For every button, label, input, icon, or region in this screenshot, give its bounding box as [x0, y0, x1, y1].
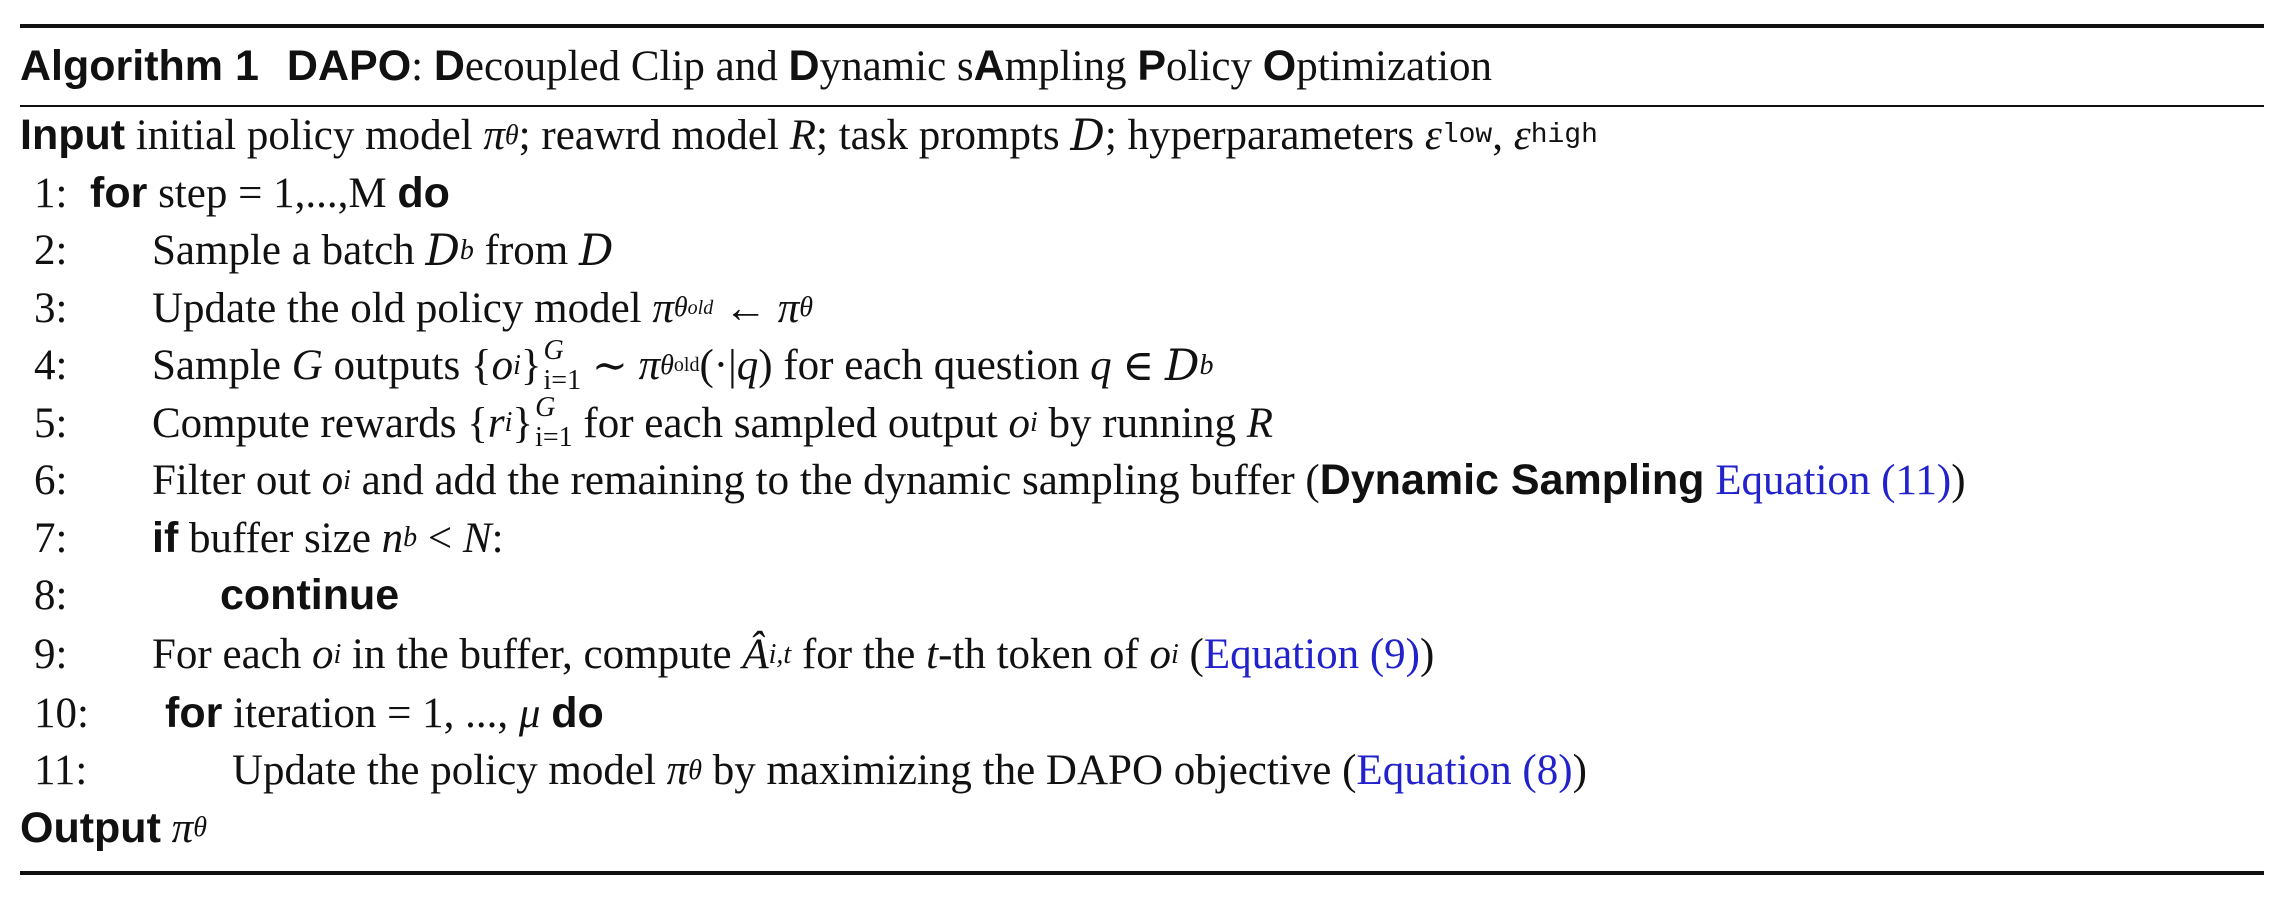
math-o: o: [1008, 399, 1030, 447]
math-dataset: D: [579, 225, 614, 276]
algorithm-block: [20, 24, 2264, 875]
math-g: G: [291, 342, 323, 390]
dynamic-sampling-label: Dynamic Sampling: [1319, 456, 1705, 505]
line-number: 6:: [34, 457, 68, 505]
math-theta: θ: [799, 292, 814, 324]
line-text: in the buffer, compute: [341, 631, 743, 678]
line-text: Compute rewards {: [152, 399, 488, 447]
math-a-hat: Â: [742, 631, 769, 678]
algo-line-10: [20, 685, 2264, 743]
math-sub-b: b: [1199, 349, 1214, 381]
title-word-decoupled: ecoupled Clip and: [464, 43, 789, 90]
line-text: for the: [791, 631, 927, 678]
math-in: ∈: [1111, 342, 1166, 390]
math-limits: [535, 393, 573, 453]
input-text-4: ; hyperparameters: [1104, 112, 1425, 160]
line-text: for each question: [772, 342, 1091, 390]
math-lt: <: [417, 514, 463, 562]
math-sub-b: b: [403, 522, 418, 554]
space: [1704, 456, 1715, 505]
line-text: for each sampled output: [572, 399, 1009, 447]
math-q: q: [736, 342, 759, 390]
math-close: ): [758, 342, 773, 390]
math-sub-it: i,t: [768, 638, 792, 670]
math-sub-i: i: [1170, 638, 1179, 670]
output-line: [20, 800, 2264, 858]
close-paren: ): [1419, 631, 1435, 678]
math-pi: π: [171, 804, 194, 852]
line-text: buffer size: [178, 514, 382, 562]
math-dataset: D: [1165, 340, 1200, 391]
title-letter-o: O: [1262, 42, 1297, 90]
loop-text: iteration = 1, ...,: [222, 689, 519, 737]
algo-line-8: [20, 567, 2264, 625]
math-n-cap: N: [462, 514, 492, 562]
math-old: old: [687, 296, 714, 319]
algo-line-7: [20, 510, 2264, 568]
algorithm-label: Algorithm 1: [20, 42, 259, 90]
title-letter-d2: D: [788, 42, 820, 90]
line-text: by running: [1037, 399, 1247, 447]
algo-line-11: [20, 742, 2264, 800]
math-o: o: [491, 342, 514, 390]
line-text: by maximizing the DAPO objective (: [701, 747, 1357, 795]
line-number: 7:: [34, 514, 68, 562]
line-number: 3:: [34, 284, 68, 332]
line-text: For each: [152, 631, 312, 678]
math-limits: [544, 336, 582, 396]
line-text: outputs {: [322, 342, 492, 390]
math-o: o: [1149, 631, 1171, 678]
math-arrow: ←: [713, 284, 778, 332]
line-number: 11:: [34, 747, 88, 795]
input-text-1: initial policy model: [125, 112, 484, 160]
math-sub-range: i=1: [535, 422, 573, 454]
title-word-policy: olicy: [1166, 43, 1263, 90]
line-text: from: [473, 227, 580, 275]
input-keyword: Input: [20, 111, 126, 160]
math-t: t: [926, 631, 939, 678]
title-letter-d1: D: [433, 42, 465, 90]
title-word-optimization: ptimization: [1296, 43, 1493, 90]
bottom-spacing: [20, 857, 2264, 871]
math-paren: (·|: [699, 342, 737, 390]
line-text: Sample a batch: [152, 227, 426, 275]
line-number: 9:: [34, 631, 68, 678]
math-sub-i: i: [333, 638, 342, 670]
math-theta: θ: [673, 292, 688, 324]
title-letter-p: P: [1137, 42, 1166, 90]
line-number: 8:: [34, 572, 68, 620]
keyword-for: for: [90, 168, 148, 217]
input-text-2: ; reawrd model: [518, 112, 790, 160]
math-o: o: [321, 457, 344, 505]
math-sub-i: i: [343, 464, 351, 496]
loop-text: step = 1,...,M: [147, 169, 398, 217]
title-word-dynamic: ynamic s: [819, 43, 974, 90]
algo-line-3: [20, 280, 2264, 338]
math-sup-g: G: [543, 334, 564, 366]
math-theta: θ: [688, 754, 702, 786]
algo-line-6: [20, 452, 2264, 510]
math-brace: }: [520, 342, 542, 390]
algo-line-9: [20, 625, 2264, 685]
title-letter-a: A: [973, 42, 1005, 90]
input-pi: π: [483, 112, 505, 160]
math-dataset: D: [425, 225, 460, 276]
open-paren: (: [1178, 631, 1204, 678]
math-r: r: [487, 399, 505, 447]
algorithm-title: [20, 28, 2264, 105]
title-colon: :: [411, 43, 434, 90]
math-old: old: [673, 354, 700, 377]
algo-line-4: [20, 334, 2264, 396]
algo-line-2: [20, 222, 2264, 280]
input-dataset: D: [1070, 110, 1105, 161]
math-sub-b: b: [459, 234, 474, 266]
colon: :: [491, 514, 504, 562]
line-text: Update the policy model: [232, 747, 667, 795]
bottom-rule: [20, 871, 2264, 875]
math-pi: π: [652, 284, 674, 332]
math-sub-i: i: [504, 407, 513, 439]
keyword-continue: continue: [220, 571, 400, 620]
math-theta: θ: [660, 349, 674, 381]
input-eps-high: ε: [1513, 112, 1531, 160]
keyword-do: do: [397, 168, 450, 217]
keyword-do: do: [551, 688, 604, 737]
input-r: R: [789, 112, 816, 160]
math-theta: θ: [193, 812, 207, 844]
input-high: high: [1530, 120, 1598, 152]
keyword-if: if: [152, 513, 179, 562]
math-mu: μ: [518, 689, 541, 737]
math-sub-i: i: [513, 349, 521, 381]
equation-11-link[interactable]: Equation (11): [1715, 457, 1952, 505]
space: [161, 804, 172, 853]
line-text: Sample: [152, 342, 292, 390]
math-sub-range: i=1: [543, 364, 582, 396]
math-pi: π: [638, 342, 661, 390]
input-line: [20, 107, 2264, 165]
close-paren: ): [1572, 747, 1587, 795]
math-o: o: [312, 631, 334, 678]
math-pi: π: [777, 284, 800, 332]
space: [540, 689, 551, 738]
math-q: q: [1090, 342, 1112, 390]
line-text: and add the remaining to the dynamic sampling buffer (: [350, 457, 1320, 505]
algo-line-5: [20, 392, 2264, 454]
equation-9-link[interactable]: Equation (9): [1203, 631, 1420, 678]
line-number: 10:: [34, 689, 89, 737]
line-number: 1:: [34, 169, 68, 217]
input-theta: θ: [504, 119, 519, 151]
math-sub-i: i: [1029, 407, 1038, 439]
algorithm-acronym: DAPO: [286, 42, 412, 90]
algo-line-1: [20, 165, 2264, 223]
input-eps-low: ε: [1424, 112, 1442, 160]
keyword-for: for: [165, 688, 223, 737]
math-pi: π: [666, 747, 689, 795]
input-low: low: [1441, 120, 1493, 152]
line-text: -th token of: [938, 631, 1150, 678]
line-number: 2:: [34, 227, 68, 275]
output-keyword: Output: [20, 803, 161, 852]
line-text: Filter out: [152, 457, 322, 505]
title-word-sampling: mpling: [1004, 43, 1138, 90]
math-brace: }: [512, 399, 534, 447]
math-sim: ∼: [581, 342, 639, 390]
input-text-3: ; task prompts: [816, 112, 1071, 160]
close-paren: ): [1951, 457, 1966, 505]
line-number: 5:: [34, 399, 68, 447]
equation-8-link[interactable]: Equation (8): [1356, 747, 1573, 795]
line-number: 4:: [34, 342, 68, 390]
math-r-model: R: [1246, 399, 1274, 447]
math-n: n: [381, 514, 404, 562]
math-sup-g: G: [535, 392, 556, 424]
input-comma: ,: [1492, 112, 1514, 160]
line-text: Update the old policy model: [152, 284, 653, 332]
